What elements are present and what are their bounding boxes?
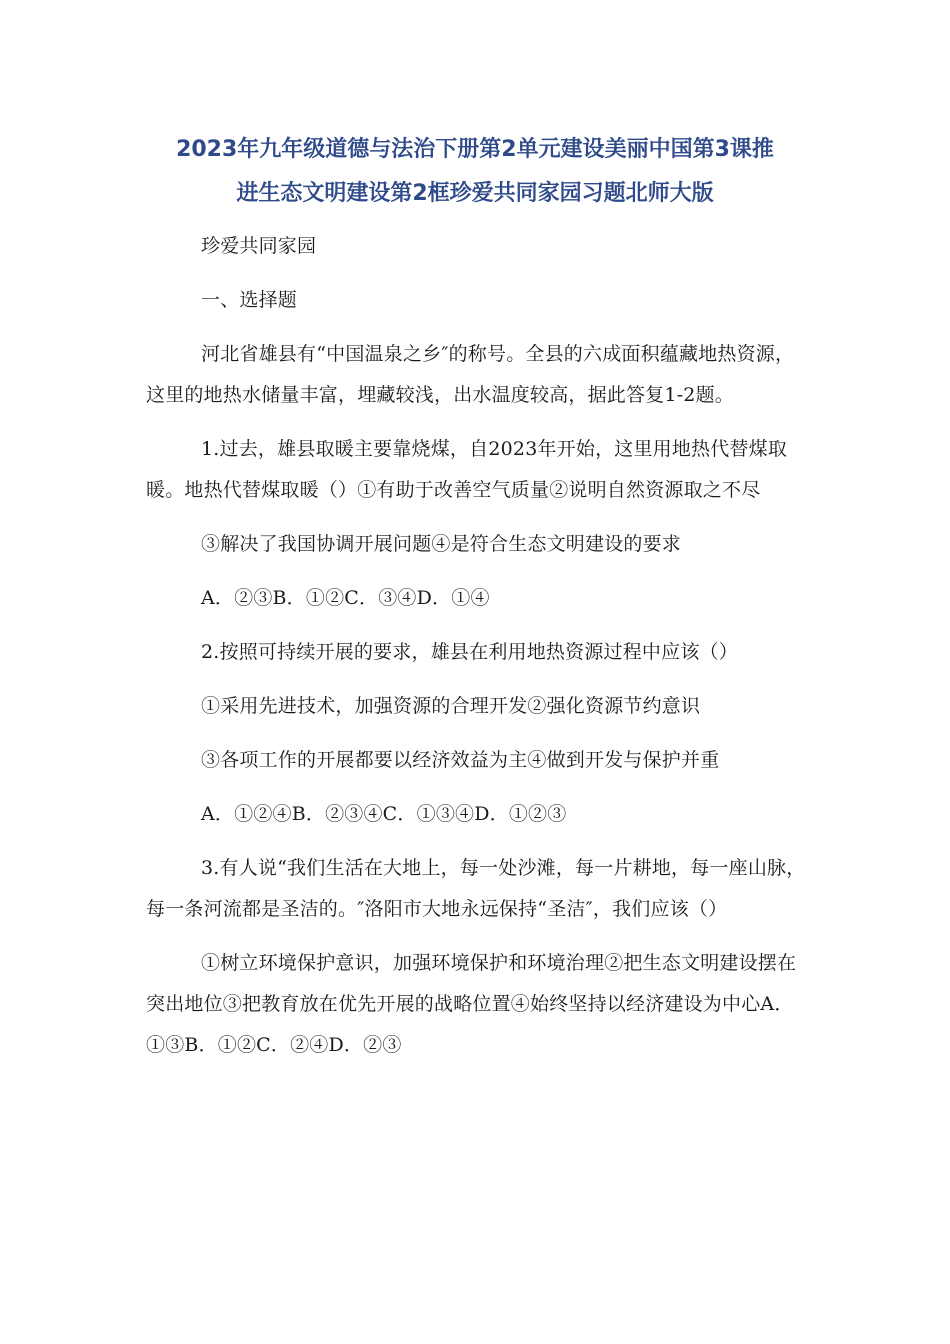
question-2-options: A．①②④B．②③④C．①③④D．①②③ — [201, 803, 567, 825]
question-3: 3.有人说“我们生活在大地上，每一处沙滩，每一片耕地，每一座山脉，每一条河流都是圣洁的。″洛阳市大地永远保持“圣洁″，我们应该（） — [146, 857, 806, 920]
question-2-statements-b: ③各项工作的开展都要以经济效益为主④做到开发与保护并重 — [201, 749, 720, 771]
section-heading: 珍爱共同家园 — [201, 235, 317, 257]
question-type-heading: 一、选择题 — [201, 289, 298, 311]
title-line-1: 2023年九年级道德与法治下册第2单元建设美丽中国第3课推 — [176, 137, 774, 162]
title-line-2: 进生态文明建设第2框珍爱共同家园习题北师大版 — [236, 181, 714, 206]
document-title — [140, 128, 810, 216]
question-2: 2.按照可持续开展的要求，雄县在利用地热资源过程中应该（） — [201, 641, 738, 663]
question-1: 1.过去，雄县取暖主要靠烧煤，自2023年开始，这里用地热代替煤取暖。地热代替煤取暖（）①有助于改善空气质量②说明自然资源取之不尽 — [146, 438, 788, 501]
question-3-statements-options: ①树立环境保护意识，加强环境保护和环境治理②把生态文明建设摆在突出地位③把教育放在优先开展的战略位置④始终坚持以经济建设为中心A．①③B．①②C．②④D．②③ — [146, 952, 797, 1056]
reading-material: 河北省雄县有“中国温泉之乡″的称号。全县的六成面积蕴藏地热资源，这里的地热水储量丰富，埋藏较浅，出水温度较高，据此答复1-2题。 — [146, 343, 795, 406]
question-1-statements: ③解决了我国协调开展问题④是符合生态文明建设的要求 — [201, 533, 682, 555]
question-1-options: A．②③B．①②C．③④D．①④ — [201, 587, 490, 609]
question-2-statements-a: ①采用先进技术，加强资源的合理开发②强化资源节约意识 — [201, 695, 701, 717]
document-body — [146, 226, 810, 1066]
